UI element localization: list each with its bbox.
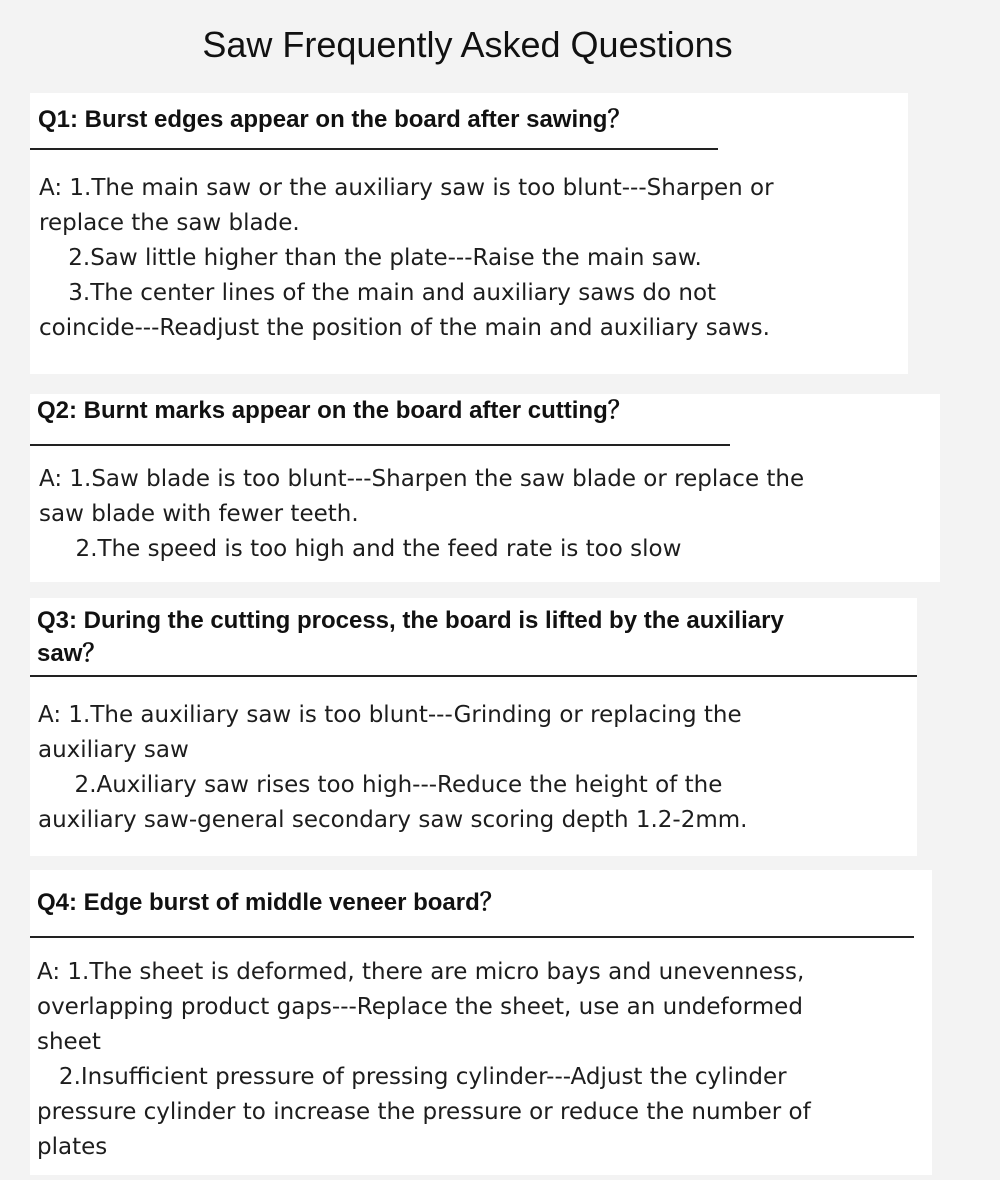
- answer-line: saw blade with fewer teeth.: [39, 501, 359, 527]
- answer-line: 2.Saw little higher than the plate---Raise the main saw.: [39, 245, 702, 271]
- answer-line: A: 1.The main saw or the auxiliary saw is too blunt---Sharpen or: [39, 175, 774, 201]
- answer-line: overlapping product gaps---Replace the sheet, use an undeformed: [37, 994, 803, 1020]
- faq-answer-q2: [39, 462, 804, 567]
- question-divider: [30, 444, 730, 446]
- answer-line: 2.Insufficient pressure of pressing cylinder---Adjust the cylinder: [37, 1064, 787, 1090]
- faq-answer-q1: [39, 171, 774, 346]
- faq-question-q2: Q2: Burnt marks appear on the board after cutting？: [37, 397, 632, 424]
- answer-line: A: 1.Saw blade is too blunt---Sharpen the saw blade or replace the: [39, 466, 805, 492]
- answer-line: A: 1.The auxiliary saw is too blunt---Grinding or replacing the: [38, 702, 742, 728]
- answer-line: pressure cylinder to increase the pressure or reduce the number of: [37, 1099, 811, 1125]
- answer-line: 3.The center lines of the main and auxiliary saws do not: [39, 280, 717, 306]
- answer-line: auxiliary saw: [38, 737, 189, 763]
- answer-line: 2.Auxiliary saw rises too high---Reduce the height of the: [38, 772, 723, 798]
- faq-card-q2: [30, 394, 940, 582]
- faq-question-q3: [37, 604, 912, 670]
- answer-line: sheet: [37, 1029, 101, 1055]
- answer-line: A: 1.The sheet is deformed, there are micro bays and unevenness,: [37, 959, 805, 985]
- faq-card-q4: [30, 870, 932, 1175]
- answer-line: coincide---Readjust the position of the main and auxiliary saws.: [39, 315, 770, 341]
- answer-line: plates: [37, 1134, 108, 1160]
- question-line: Q3: During the cutting process, the board is lifted by the auxiliary: [37, 607, 784, 634]
- question-divider: [30, 936, 914, 938]
- question-divider: [30, 675, 917, 677]
- answer-line: auxiliary saw-general secondary saw scoring depth 1.2-2mm.: [38, 807, 748, 833]
- faq-answer-q3: [38, 698, 747, 838]
- question-line: saw？: [37, 640, 107, 667]
- faq-answer-q4: [37, 955, 811, 1165]
- faq-question-q4: Q4: Edge burst of middle veneer board？: [37, 889, 504, 916]
- answer-line: replace the saw blade.: [39, 210, 300, 236]
- faq-card-q3: [30, 598, 917, 856]
- faq-question-q1: Q1: Burst edges appear on the board after sawing？: [38, 106, 632, 133]
- faq-card-q1: [30, 93, 908, 374]
- page-title: Saw Frequently Asked Questions: [202, 24, 733, 65]
- question-divider: [30, 148, 718, 150]
- answer-line: 2.The speed is too high and the feed rate is too slow: [39, 536, 682, 562]
